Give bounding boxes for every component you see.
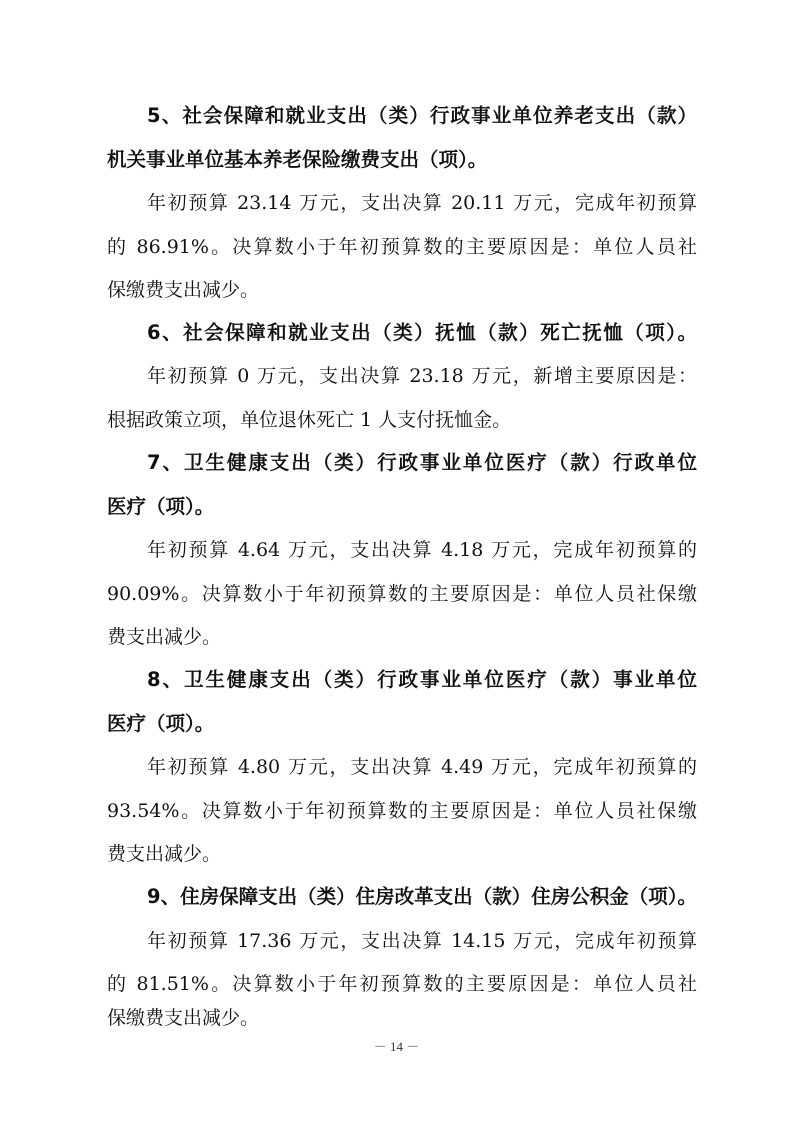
section-7-body-line-2: 90.09%。决算数小于年初预算数的主要原因是：单位人员社保缴 xyxy=(107,583,697,605)
section-7-heading-line-1: 7、卫生健康支出（类）行政事业单位医疗（款）行政单位 xyxy=(147,451,697,474)
section-5-heading-line-2: 机关事业单位基本养老保险缴费支出（项）。 xyxy=(107,148,488,171)
section-8-body-line-2: 93.54%。决算数小于年初预算数的主要原因是：单位人员社保缴 xyxy=(107,800,697,822)
section-6-body-line-2: 根据政策立项，单位退休死亡 1 人支付抚恤金。 xyxy=(107,409,512,431)
page-number: － 14 － xyxy=(373,1039,420,1054)
section-8-body-line-3: 费支出减少。 xyxy=(107,843,222,865)
section-8-body-line-1: 年初预算 4.80 万元，支出决算 4.49 万元，完成年初预算的 xyxy=(147,756,697,778)
section-7-body-line-1: 年初预算 4.64 万元，支出决算 4.18 万元，完成年初预算的 xyxy=(147,539,697,561)
section-8-heading-line-2: 医疗（项）。 xyxy=(107,712,215,735)
section-9-heading-line-1: 9、住房保障支出（类）住房改革支出（款）住房公积金（项）。 xyxy=(147,885,697,908)
section-5-heading-line-1: 5、社会保障和就业支出（类）行政事业单位养老支出（款） xyxy=(147,104,697,127)
section-5-body-line-3: 保缴费支出减少。 xyxy=(107,279,260,301)
section-6-body-line-1: 年初预算 0 万元，支出决算 23.18 万元，新增主要原因是： xyxy=(147,365,697,387)
section-7-body-line-3: 费支出减少。 xyxy=(107,626,222,648)
section-9-body-line-2: 的 81.51%。决算数小于年初预算数的主要原因是：单位人员社 xyxy=(107,973,697,995)
section-5-body-line-2: 的 86.91%。决算数小于年初预算数的主要原因是：单位人员社 xyxy=(107,236,697,258)
section-7-heading-line-2: 医疗（项）。 xyxy=(107,495,215,518)
section-9-body-line-3: 保缴费支出减少。 xyxy=(107,1007,260,1029)
section-5-body-line-1: 年初预算 23.14 万元，支出决算 20.11 万元，完成年初预算 xyxy=(147,192,697,214)
section-8-heading-line-1: 8、卫生健康支出（类）行政事业单位医疗（款）事业单位 xyxy=(147,668,697,691)
section-9-body-line-1: 年初预算 17.36 万元，支出决算 14.15 万元，完成年初预算 xyxy=(147,930,697,952)
section-6-heading-line-1: 6、社会保障和就业支出（类）抚恤（款）死亡抚恤（项）。 xyxy=(147,321,697,344)
